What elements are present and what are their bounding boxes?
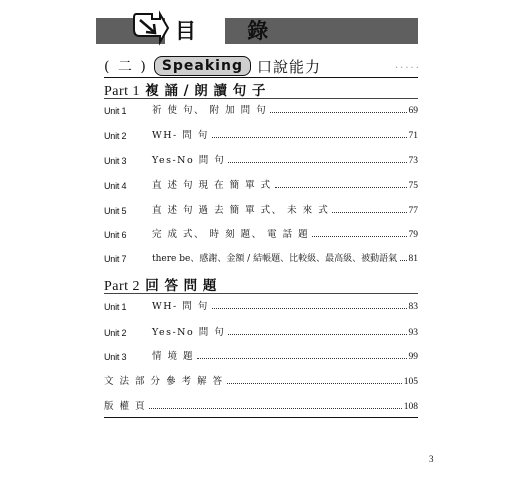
part-title: 回 答 問 題 (145, 278, 217, 294)
toc-entry[interactable] (104, 224, 418, 240)
toc-title: 情 境 題 (152, 351, 195, 362)
toc-title: 完 成 式、 時 刻 題、 電 話 題 (152, 229, 310, 240)
toc-title: 直 述 句 現 在 簡 單 式 (152, 180, 272, 191)
part-heading (104, 79, 266, 100)
toc-title: 祈 使 句、 附 加 問 句 (152, 105, 268, 116)
part-heading (104, 274, 217, 295)
part-rule (104, 293, 418, 294)
section-label-pill: Speaking (154, 56, 251, 76)
toc-unit: Unit 2 (104, 131, 127, 141)
section-title: 口說能力 (256, 57, 321, 76)
toc-page: 71 (408, 131, 418, 141)
toc-page: 105 (403, 377, 418, 387)
page-number: 3 (429, 454, 434, 464)
toc-page: 75 (408, 181, 418, 191)
toc-entry[interactable] (104, 248, 418, 264)
toc-entry[interactable] (104, 100, 418, 116)
page-title: 目 錄 (175, 19, 291, 43)
toc-leader (228, 334, 406, 335)
toc-entry[interactable] (104, 346, 418, 362)
section-dots: ..... (395, 60, 421, 71)
toc-leader (212, 137, 407, 138)
section-rule (104, 77, 418, 78)
toc-unit: Unit 4 (104, 181, 127, 191)
section-heading (104, 54, 321, 78)
toc-entry[interactable] (104, 200, 418, 216)
toc-page: 77 (408, 206, 418, 216)
toc-unit: Unit 3 (104, 156, 127, 166)
toc-unit: Unit 7 (104, 254, 127, 264)
toc-title: WH- 問 句 (152, 301, 209, 312)
part-title: 複 誦 / 朗 讀 句 子 (145, 83, 266, 99)
toc-entry[interactable] (104, 175, 418, 191)
toc-title: Yes-No 問 句 (152, 327, 226, 338)
toc-leader (228, 162, 406, 163)
section-number: ( 二 ) (104, 59, 148, 75)
toc-unit: Unit 3 (104, 352, 127, 362)
toc-leader (197, 358, 406, 359)
toc-entry[interactable] (104, 322, 418, 338)
toc-page: 69 (408, 106, 418, 116)
part-rule (104, 98, 418, 99)
toc-unit: Unit 6 (104, 230, 127, 240)
toc-leader (149, 408, 402, 409)
part-label: Part 2 (104, 279, 141, 294)
toc-leader (270, 112, 406, 113)
toc-page: 79 (408, 230, 418, 240)
toc-leader (312, 236, 406, 237)
toc-title: WH- 問 句 (152, 130, 209, 141)
toc-leader (275, 187, 407, 188)
toc-entry[interactable] (104, 371, 418, 387)
toc-page: 81 (408, 254, 418, 264)
toc-page: 93 (408, 328, 418, 338)
toc-entry[interactable] (104, 296, 418, 312)
toc-title: Yes-No 問 句 (152, 155, 226, 166)
toc-entry[interactable] (104, 125, 418, 141)
toc-page: 83 (408, 302, 418, 312)
toc-leader (212, 308, 407, 309)
toc-title: there be、感謝、金額 / 結帳題、比較級、最高級、被動語氣 (152, 254, 398, 264)
pointing-arrow-icon (130, 10, 170, 46)
toc-unit: Unit 1 (104, 106, 127, 116)
toc-leader (332, 212, 406, 213)
toc-page: 108 (403, 402, 418, 412)
toc-title: 版 權 頁 (104, 401, 147, 412)
toc-page: 73 (408, 156, 418, 166)
toc-page: 99 (408, 352, 418, 362)
part-label: Part 1 (104, 84, 141, 99)
toc-leader (400, 260, 406, 261)
toc-unit: Unit 5 (104, 206, 127, 216)
toc-entry[interactable] (104, 150, 418, 166)
toc-unit: Unit 1 (104, 302, 127, 312)
bottom-rule (104, 417, 418, 418)
toc-title: 直 述 句 過 去 簡 單 式、 未 來 式 (152, 205, 330, 216)
toc-unit: Unit 2 (104, 328, 127, 338)
toc-title: 文 法 部 分 參 考 解 答 (104, 376, 224, 387)
toc-leader (227, 383, 402, 384)
toc-entry[interactable] (104, 396, 418, 412)
